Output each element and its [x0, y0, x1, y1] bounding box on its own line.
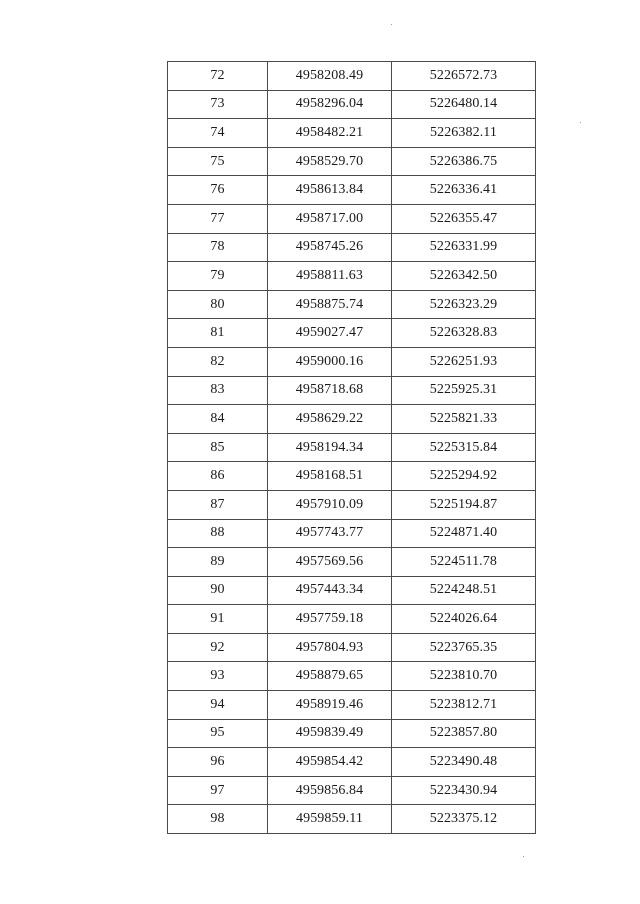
- table-row: [168, 748, 536, 777]
- point-number-cell: 92: [168, 633, 268, 662]
- point-number-cell: 80: [168, 290, 268, 319]
- table-row: [168, 405, 536, 434]
- x-coordinate-cell: 4958718.68: [268, 376, 392, 405]
- point-number-cell: 83: [168, 376, 268, 405]
- y-coordinate-cell: 5226355.47: [392, 204, 536, 233]
- y-coordinate-cell: 5225821.33: [392, 405, 536, 434]
- y-coordinate-cell: 5225194.87: [392, 490, 536, 519]
- x-coordinate-cell: 4958629.22: [268, 405, 392, 434]
- point-number-cell: 95: [168, 719, 268, 748]
- y-coordinate-cell: 5226480.14: [392, 90, 536, 119]
- table-row: [168, 233, 536, 262]
- y-coordinate-cell: 5226386.75: [392, 147, 536, 176]
- table-row: [168, 90, 536, 119]
- scan-speck: [523, 856, 524, 857]
- table-row: [168, 462, 536, 491]
- point-number-cell: 79: [168, 262, 268, 291]
- x-coordinate-cell: 4958296.04: [268, 90, 392, 119]
- x-coordinate-cell: 4957743.77: [268, 519, 392, 548]
- table-row: [168, 347, 536, 376]
- point-number-cell: 86: [168, 462, 268, 491]
- x-coordinate-cell: 4958811.63: [268, 262, 392, 291]
- scan-speck: [391, 24, 392, 25]
- y-coordinate-cell: 5223765.35: [392, 633, 536, 662]
- x-coordinate-cell: 4959839.49: [268, 719, 392, 748]
- point-number-cell: 91: [168, 605, 268, 634]
- table-row: [168, 62, 536, 91]
- point-number-cell: 82: [168, 347, 268, 376]
- point-number-cell: 85: [168, 433, 268, 462]
- x-coordinate-cell: 4958529.70: [268, 147, 392, 176]
- x-coordinate-cell: 4958879.65: [268, 662, 392, 691]
- y-coordinate-cell: 5226572.73: [392, 62, 536, 91]
- y-coordinate-cell: 5223375.12: [392, 805, 536, 834]
- table-row: [168, 548, 536, 577]
- point-number-cell: 76: [168, 176, 268, 205]
- point-number-cell: 75: [168, 147, 268, 176]
- x-coordinate-cell: 4958745.26: [268, 233, 392, 262]
- y-coordinate-cell: 5226328.83: [392, 319, 536, 348]
- point-number-cell: 93: [168, 662, 268, 691]
- point-number-cell: 90: [168, 576, 268, 605]
- point-number-cell: 89: [168, 548, 268, 577]
- x-coordinate-cell: 4958919.46: [268, 691, 392, 720]
- y-coordinate-cell: 5226251.93: [392, 347, 536, 376]
- y-coordinate-cell: 5226336.41: [392, 176, 536, 205]
- x-coordinate-cell: 4958208.49: [268, 62, 392, 91]
- x-coordinate-cell: 4959854.42: [268, 748, 392, 777]
- y-coordinate-cell: 5223430.94: [392, 776, 536, 805]
- x-coordinate-cell: 4959859.11: [268, 805, 392, 834]
- table-row: [168, 147, 536, 176]
- point-number-cell: 97: [168, 776, 268, 805]
- y-coordinate-cell: 5224511.78: [392, 548, 536, 577]
- table-row: [168, 376, 536, 405]
- table-row: [168, 490, 536, 519]
- point-number-cell: 74: [168, 119, 268, 148]
- point-number-cell: 88: [168, 519, 268, 548]
- y-coordinate-cell: 5225315.84: [392, 433, 536, 462]
- point-number-cell: 77: [168, 204, 268, 233]
- y-coordinate-cell: 5223857.80: [392, 719, 536, 748]
- point-number-cell: 72: [168, 62, 268, 91]
- table-row: [168, 290, 536, 319]
- x-coordinate-cell: 4958875.74: [268, 290, 392, 319]
- y-coordinate-cell: 5225925.31: [392, 376, 536, 405]
- y-coordinate-cell: 5224248.51: [392, 576, 536, 605]
- table-row: [168, 119, 536, 148]
- table-row: [168, 576, 536, 605]
- point-number-cell: 78: [168, 233, 268, 262]
- point-number-cell: 96: [168, 748, 268, 777]
- table-row: [168, 633, 536, 662]
- y-coordinate-cell: 5226342.50: [392, 262, 536, 291]
- x-coordinate-cell: 4959027.47: [268, 319, 392, 348]
- x-coordinate-cell: 4957910.09: [268, 490, 392, 519]
- x-coordinate-cell: 4958168.51: [268, 462, 392, 491]
- x-coordinate-cell: 4957443.34: [268, 576, 392, 605]
- point-number-cell: 84: [168, 405, 268, 434]
- table-row: [168, 605, 536, 634]
- x-coordinate-cell: 4958613.84: [268, 176, 392, 205]
- y-coordinate-cell: 5226382.11: [392, 119, 536, 148]
- point-number-cell: 73: [168, 90, 268, 119]
- y-coordinate-cell: 5226323.29: [392, 290, 536, 319]
- y-coordinate-cell: 5223812.71: [392, 691, 536, 720]
- table-row: [168, 262, 536, 291]
- y-coordinate-cell: 5224026.64: [392, 605, 536, 634]
- y-coordinate-cell: 5223810.70: [392, 662, 536, 691]
- point-number-cell: 81: [168, 319, 268, 348]
- table-row: [168, 719, 536, 748]
- point-number-cell: 87: [168, 490, 268, 519]
- x-coordinate-cell: 4957759.18: [268, 605, 392, 634]
- table-row: [168, 691, 536, 720]
- x-coordinate-cell: 4958717.00: [268, 204, 392, 233]
- x-coordinate-cell: 4958194.34: [268, 433, 392, 462]
- table-row: [168, 433, 536, 462]
- x-coordinate-cell: 4957569.56: [268, 548, 392, 577]
- table-row: [168, 319, 536, 348]
- coordinates-table-body: [168, 62, 536, 834]
- table-row: [168, 204, 536, 233]
- y-coordinate-cell: 5224871.40: [392, 519, 536, 548]
- table-row: [168, 519, 536, 548]
- point-number-cell: 98: [168, 805, 268, 834]
- y-coordinate-cell: 5225294.92: [392, 462, 536, 491]
- table-row: [168, 662, 536, 691]
- x-coordinate-cell: 4957804.93: [268, 633, 392, 662]
- y-coordinate-cell: 5223490.48: [392, 748, 536, 777]
- table-row: [168, 176, 536, 205]
- y-coordinate-cell: 5226331.99: [392, 233, 536, 262]
- scan-speck: [580, 122, 581, 123]
- x-coordinate-cell: 4959000.16: [268, 347, 392, 376]
- table-row: [168, 776, 536, 805]
- coordinates-table: [167, 61, 536, 834]
- x-coordinate-cell: 4958482.21: [268, 119, 392, 148]
- x-coordinate-cell: 4959856.84: [268, 776, 392, 805]
- point-number-cell: 94: [168, 691, 268, 720]
- table-row: [168, 805, 536, 834]
